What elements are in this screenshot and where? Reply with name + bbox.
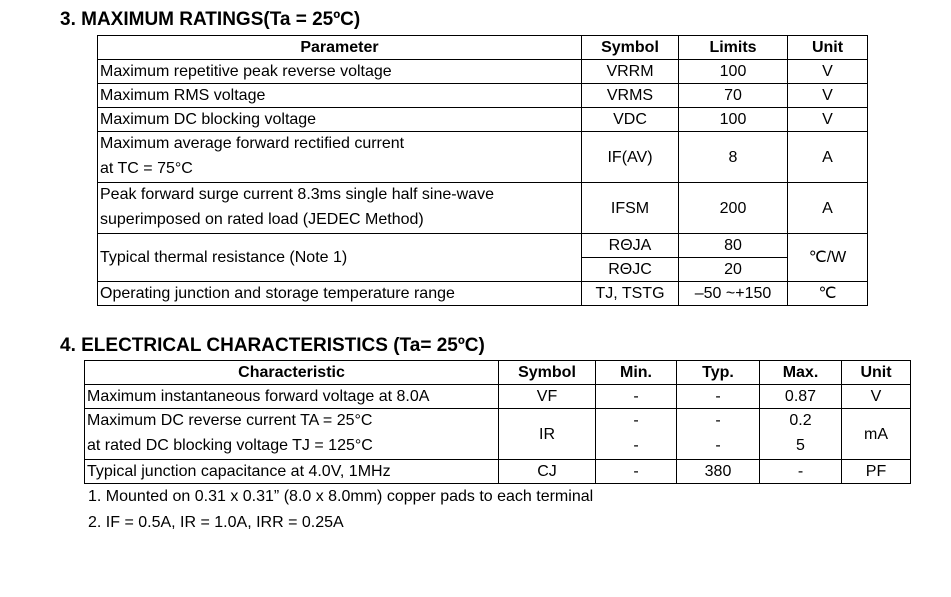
limit-cell: 100 (679, 60, 788, 84)
limit-cell: 200 (679, 183, 788, 234)
parameter-cell: Typical thermal resistance (Note 1) (98, 234, 582, 282)
unit-cell: ℃ (788, 282, 868, 306)
limit-cell: 80 (679, 234, 788, 258)
symbol-cell: RΘJA (582, 234, 679, 258)
min-cell (596, 409, 677, 460)
header-symbol: Symbol (582, 36, 679, 60)
parameter-cell (98, 183, 582, 234)
parameter-line-2: at TC = 75°C (100, 160, 193, 177)
symbol-cell: TJ, TSTG (582, 282, 679, 306)
table-row (98, 234, 868, 258)
section-3-heading: 3. MAXIMUM RATINGS(Ta = 25ºC) (60, 9, 361, 30)
characteristic-cell: Maximum instantaneous forward voltage at 8.0A (85, 385, 499, 409)
parameter-cell: Operating junction and storage temperature range (98, 282, 582, 306)
table-row (98, 108, 868, 132)
symbol-cell: IR (499, 409, 596, 460)
max-cell: 0.87 (760, 385, 842, 409)
table-row (85, 460, 911, 484)
unit-cell: V (788, 108, 868, 132)
symbol-cell: VDC (582, 108, 679, 132)
unit-cell: V (788, 60, 868, 84)
table-row (98, 132, 868, 183)
typ-cell: 380 (677, 460, 760, 484)
unit-cell: PF (842, 460, 911, 484)
max-value-2: 5 (796, 437, 805, 454)
symbol-cell: IF(AV) (582, 132, 679, 183)
symbol-cell: VF (499, 385, 596, 409)
limit-cell: 100 (679, 108, 788, 132)
parameter-cell: Maximum DC blocking voltage (98, 108, 582, 132)
parameter-cell: Maximum RMS voltage (98, 84, 582, 108)
note-2: 2. IF = 0.5A, IR = 1.0A, IRR = 0.25A (88, 514, 344, 531)
maximum-ratings-table (97, 35, 868, 306)
table-row (85, 385, 911, 409)
min-value-2: - (633, 437, 639, 454)
characteristic-cell (85, 409, 499, 460)
table-header-row (85, 361, 911, 385)
header-limits: Limits (679, 36, 788, 60)
characteristic-line-2: at rated DC blocking voltage TJ = 125°C (87, 437, 373, 454)
limit-cell: 70 (679, 84, 788, 108)
symbol-cell: IFSM (582, 183, 679, 234)
symbol-cell: RΘJC (582, 258, 679, 282)
typ-value-1: - (715, 412, 721, 429)
min-value-1: - (633, 412, 639, 429)
table-header-row (98, 36, 868, 60)
table-row (85, 409, 911, 460)
limit-cell: 8 (679, 132, 788, 183)
header-typ: Typ. (677, 361, 760, 385)
limit-cell: –50 ~+150 (679, 282, 788, 306)
parameter-line-2: superimposed on rated load (JEDEC Method) (100, 211, 424, 228)
unit-cell: ℃/W (788, 234, 868, 282)
unit-cell: A (788, 132, 868, 183)
table-row (98, 60, 868, 84)
table-row (98, 84, 868, 108)
typ-cell (677, 409, 760, 460)
characteristic-line-1: Maximum DC reverse current TA = 25°C (87, 412, 373, 429)
header-unit: Unit (788, 36, 868, 60)
header-characteristic: Characteristic (85, 361, 499, 385)
characteristic-cell: Typical junction capacitance at 4.0V, 1MHz (85, 460, 499, 484)
min-cell: - (596, 385, 677, 409)
unit-cell: A (788, 183, 868, 234)
symbol-cell: VRRM (582, 60, 679, 84)
parameter-line-1: Peak forward surge current 8.3ms single half sine-wave (100, 186, 494, 203)
unit-cell: V (842, 385, 911, 409)
header-symbol: Symbol (499, 361, 596, 385)
header-min: Min. (596, 361, 677, 385)
symbol-cell: CJ (499, 460, 596, 484)
header-max: Max. (760, 361, 842, 385)
max-cell: - (760, 460, 842, 484)
table-row (98, 282, 868, 306)
electrical-characteristics-table (84, 360, 911, 484)
limit-cell: 20 (679, 258, 788, 282)
min-cell: - (596, 460, 677, 484)
parameter-cell (98, 132, 582, 183)
typ-value-2: - (715, 437, 721, 454)
parameter-cell: Maximum repetitive peak reverse voltage (98, 60, 582, 84)
typ-cell: - (677, 385, 760, 409)
header-unit: Unit (842, 361, 911, 385)
section-4-heading: 4. ELECTRICAL CHARACTERISTICS (Ta= 25ºC) (60, 335, 485, 356)
max-value-1: 0.2 (789, 412, 812, 429)
unit-cell: V (788, 84, 868, 108)
unit-cell: mA (842, 409, 911, 460)
note-1: 1. Mounted on 0.31 x 0.31” (8.0 x 8.0mm) copper pads to each terminal (88, 488, 594, 505)
header-parameter: Parameter (98, 36, 582, 60)
symbol-cell: VRMS (582, 84, 679, 108)
parameter-line-1: Maximum average forward rectified current (100, 135, 405, 152)
table-row (98, 183, 868, 234)
max-cell (760, 409, 842, 460)
